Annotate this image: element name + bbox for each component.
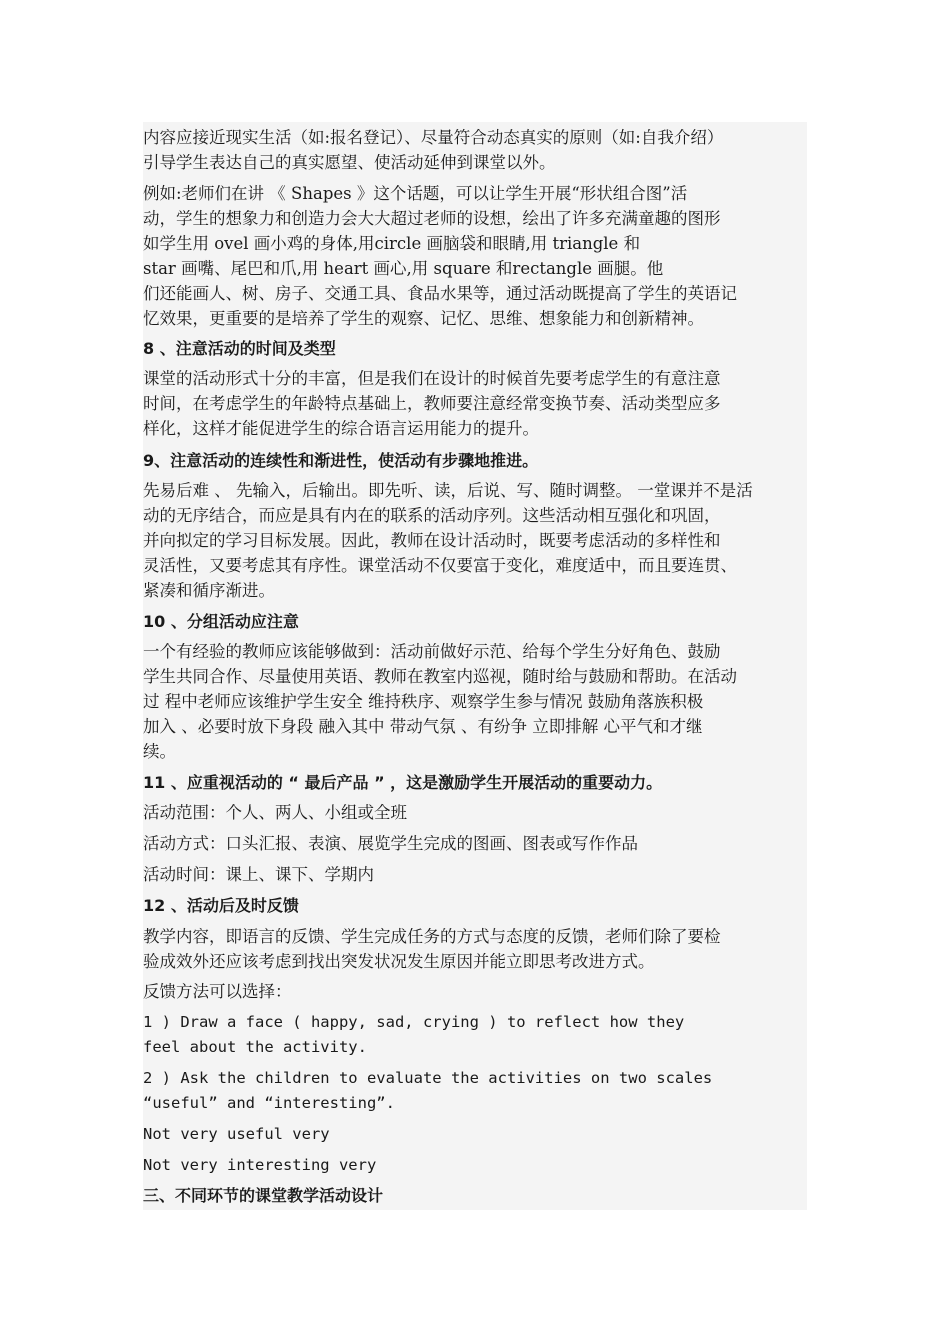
useful-scale: Not very useful very — [143, 1125, 330, 1143]
activity-method: 活动方式：口头汇报、表演、展览学生完成的图画、图表或写作作品 — [143, 834, 638, 853]
text-line: 样化，这样才能促进学生的综合语言运用能力的提升。 — [143, 419, 539, 438]
document-page — [143, 122, 807, 1210]
text-line: 验成效外还应该考虑到找出突发状况发生原因并能立即思考改进方式。 — [143, 952, 655, 971]
feedback-methods-label: 反馈方法可以选择： — [143, 982, 292, 1001]
section-3-heading: 三、不同环节的课堂教学活动设计 — [143, 1186, 384, 1205]
section-9-paragraph — [143, 478, 807, 603]
section-8-heading: 8 、注意活动的时间及类型 — [143, 339, 336, 358]
feedback-item-2 — [143, 1066, 807, 1116]
text-line: feel about the activity. — [143, 1038, 367, 1056]
text-line: 动的无序结合，而应是具有内在的联系的活动序列。这些活动相互强化和巩固， — [143, 506, 721, 525]
text-line: 一个有经验的教师应该能够做到：活动前做好示范、给每个学生分好角色、鼓励 — [143, 642, 721, 661]
activity-scope: 活动范围：个人、两人、小组或全班 — [143, 803, 407, 822]
text-line: 们还能画人、树、房子、交通工具、食品水果等，通过活动既提高了学生的英语记 — [143, 284, 737, 303]
text-line: 学生共同合作、尽量使用英语、教师在教室内巡视，随时给与鼓励和帮助。在活动 — [143, 667, 737, 686]
text-line: 1 ) Draw a face ( happy, sad, crying ) to reflect how they — [143, 1013, 685, 1031]
section-8-paragraph — [143, 366, 807, 441]
text-line: 时间，在考虑学生的年龄特点基础上，教师要注意经常变换节奏、活动类型应多 — [143, 394, 721, 413]
feedback-item-1 — [143, 1010, 807, 1060]
text-line: 灵活性，又要考虑其有序性。课堂活动不仅要富于变化，难度适中，而且要连贯、 — [143, 556, 737, 575]
text-line: 2 ) Ask the children to evaluate the activities on two scales — [143, 1069, 713, 1087]
text-line: 引导学生表达自己的真实愿望、使活动延伸到课堂以外。 — [143, 153, 556, 172]
text-line: 紧凑和循序渐进。 — [143, 581, 275, 600]
text-line: “useful” and “interesting”. — [143, 1094, 395, 1112]
section-10-paragraph — [143, 639, 807, 764]
example-paragraph — [143, 181, 807, 331]
text-line: 教学内容，即语言的反馈、学生完成任务的方式与态度的反馈，老师们除了要检 — [143, 927, 721, 946]
text-line: star 画嘴、尾巴和爪,用 heart 画心,用 square 和rectangle 画腿。他 — [143, 259, 664, 278]
text-line: 内容应接近现实生活（如:报名登记）、尽量符合动态真实的原则（如:自我介绍） — [143, 128, 724, 147]
intro-paragraph — [143, 125, 807, 175]
text-line: 并向拟定的学习目标发展。因此，教师在设计活动时，既要考虑活动的多样性和 — [143, 531, 721, 550]
text-line: 忆效果，更重要的是培养了学生的观察、记忆、思维、想象能力和创新精神。 — [143, 309, 704, 328]
text-line: 加入 、必要时放下身段 融入其中 带动气氛 、有纷争 立即排解 心平气和才继 — [143, 717, 703, 736]
section-10-heading: 10 、分组活动应注意 — [143, 612, 299, 631]
activity-time: 活动时间：课上、课下、学期内 — [143, 865, 374, 884]
interesting-scale: Not very interesting very — [143, 1156, 377, 1174]
text-line: 先易后难 、 先输入，后输出。即先听、读，后说、写、随时调整。 一堂课并不是活 — [143, 481, 753, 500]
text-line: 如学生用 ovel 画小鸡的身体,用circle 画脑袋和眼睛,用 triangle 和 — [143, 234, 641, 253]
text-line: 课堂的活动形式十分的丰富，但是我们在设计的时候首先要考虑学生的有意注意 — [143, 369, 721, 388]
text-line: 例如:老师们在讲 《 Shapes 》这个话题，可以让学生开展“形状组合图”活 — [143, 184, 688, 203]
text-line: 动，学生的想象力和创造力会大大超过老师的设想，绘出了许多充满童趣的图形 — [143, 209, 721, 228]
section-11-heading: 11 、应重视活动的 “ 最后产品 ” ，这是激励学生开展活动的重要动力。 — [143, 773, 663, 792]
section-9-heading: 9、注意活动的连续性和渐进性，使活动有步骤地推进。 — [143, 451, 539, 470]
text-line: 续。 — [143, 742, 176, 761]
section-12-heading: 12 、活动后及时反馈 — [143, 896, 299, 915]
section-12-paragraph — [143, 924, 807, 974]
text-line: 过 程中老师应该维护学生安全 维持秩序、观察学生参与情况 鼓励角落族积极 — [143, 692, 704, 711]
